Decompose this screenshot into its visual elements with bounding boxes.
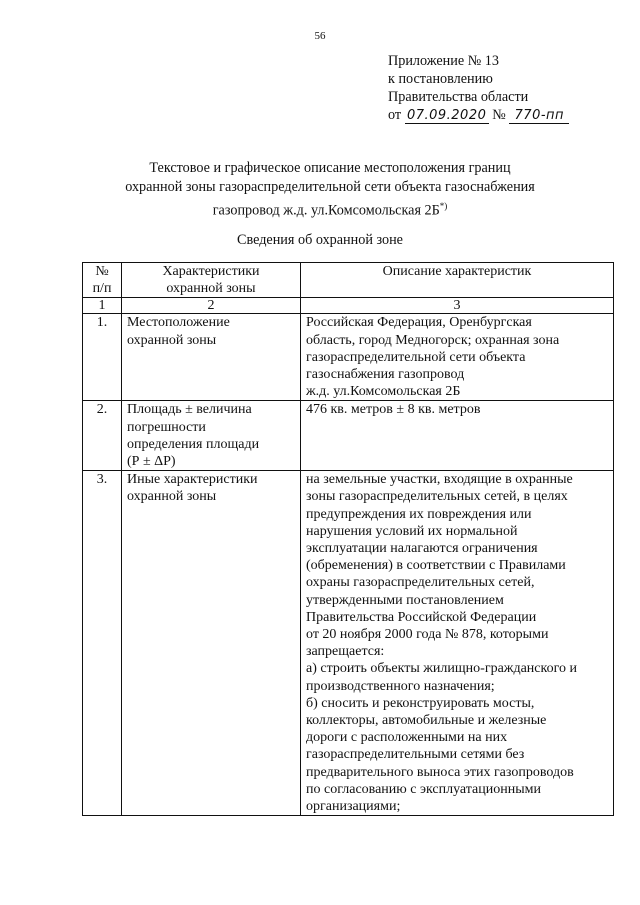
table-row (83, 471, 614, 816)
title-line-2: охранной зоны газораспределительной сети объекта газоснабжения (125, 179, 535, 195)
appendix-block (388, 52, 569, 124)
title-line-3 (60, 197, 600, 221)
appendix-line-4 (388, 106, 569, 124)
handwritten-number: 770-пп (509, 109, 569, 124)
row-number: 3. (83, 471, 122, 816)
header-description: Описание характеристик (301, 263, 614, 298)
protection-zone-table (82, 262, 614, 816)
page-number: 56 (314, 30, 326, 42)
column-number-3: 3 (301, 298, 614, 314)
row-number: 1. (83, 314, 122, 401)
table-row (83, 314, 614, 401)
row-number: 2. (83, 401, 122, 471)
handwritten-date: 07.09.2020 (405, 109, 489, 124)
row-description: на земельные участки, входящие в охранные зоны газораспределительных сетей, в целях предупреждения их повреждения или нарушения условий их нормальной эксплуатации налагаются ограничения (обременения) в соответствии с Правилами охраны газораспределительных сетей, утвержденными постановлением Правительства Российской Федерации от 20 ноября 2000 года № 878, которыми запрещается: а) строить объекты жилищно-гражданского и производственного назначения; б) сносить и реконструировать мосты, коллекторы, автомобильные и железные дороги с расположенными на них газораспределительными сетями без предварительного выноса этих газопроводов по согласованию с эксплуатационными организациями; (301, 471, 614, 816)
header-characteristics: Характеристики охранной зоны (122, 263, 301, 298)
section-subtitle: Сведения об охранной зоне (237, 232, 403, 248)
number-sign: № (492, 107, 506, 123)
row-characteristic: Площадь ± величина погрешности определения площади (Р ± ΔР) (122, 401, 301, 471)
title-line-3-text: газопровод ж.д. ул.Комсомольская 2Б (212, 202, 440, 219)
table-row (83, 401, 614, 471)
appendix-line-3: Правительства области (388, 89, 529, 105)
appendix-line-2: к постановлению (388, 71, 493, 87)
footnote-mark: *) (439, 201, 448, 211)
row-description: 476 кв. метров ± 8 кв. метров (301, 401, 614, 471)
document-title (60, 159, 600, 221)
column-number-1: 1 (83, 298, 122, 314)
header-number: № п/п (83, 263, 122, 298)
appendix-date-prefix: от (388, 107, 402, 123)
table-header-row (83, 263, 614, 298)
row-characteristic: Местоположение охранной зоны (122, 314, 301, 401)
appendix-line-1: Приложение № 13 (388, 53, 499, 69)
row-characteristic: Иные характеристики охранной зоны (122, 471, 301, 816)
title-line-1: Текстовое и графическое описание местоположения границ (149, 160, 511, 176)
column-number-2: 2 (122, 298, 301, 314)
column-numbers-row (83, 298, 614, 314)
row-description: Российская Федерация, Оренбургская область, город Медногорск; охранная зона газораспределительной сети объекта газоснабжения газопровод ж.д. ул.Комсомольская 2Б (301, 314, 614, 401)
